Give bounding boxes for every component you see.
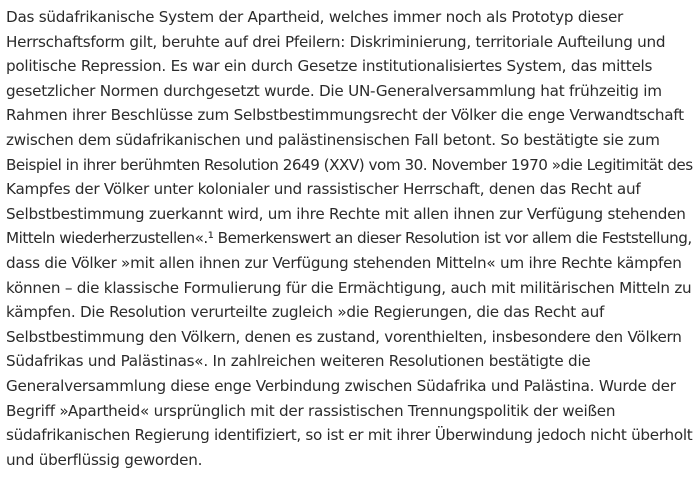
- text-line: Herrschaftsform gilt, beruhte auf drei Pfeilern: Diskriminierung, territoriale Aufteilung und: [6, 32, 666, 51]
- text-line: zwischen dem südafrikanischen und palästinensischen Fall betont. So bestätigte sie zum: [6, 130, 660, 149]
- text-line: kämpfen. Die Resolution verurteilte zugleich »die Regierungen, die das Recht auf: [6, 303, 605, 322]
- text-line: Rahmen ihrer Beschlüsse zum Selbstbestimmungsrecht der Völker die enge Verwandtschaft: [6, 106, 684, 125]
- text-line: Beispiel in ihrer berühmten Resolution 2649 (XXV) vom 30. November 1970 »die Legitimität des: [6, 155, 693, 174]
- text-line: dass die Völker »mit allen ihnen zur Verfügung stehenden Mitteln« um ihre Rechte kämpfen: [6, 253, 682, 272]
- text-line-with-footnote: Mitteln wiederherzustellen«.¹ Bemerkenswert an dieser Resolution ist vor allem die Feststellung,: [6, 229, 692, 248]
- text-line: politische Repression. Es war ein durch Gesetze institutionalisiertes System, das mittels: [6, 57, 653, 76]
- text-line: südafrikanischen Regierung identifiziert, so ist er mit ihrer Überwindung jedoch nicht überholt: [6, 426, 693, 445]
- text-line: können – die klassische Formulierung für die Ermächtigung, auch mit militärischen Mitteln zu: [6, 278, 692, 297]
- text-line: Das südafrikanische System der Apartheid, welches immer noch als Prototyp dieser: [6, 8, 624, 26]
- text-line: Begriff »Apartheid« ursprünglich mit der rassistischen Trennungspolitik der weißen: [6, 401, 616, 420]
- text-line: Südafrikas und Palästinas«. In zahlreichen weiteren Resolutionen bestätigte die: [6, 352, 591, 371]
- text-line: Generalversammlung diese enge Verbindung zwischen Südafrika und Palästina. Wurde der: [6, 376, 676, 395]
- text-line: und überflüssig geworden.: [6, 450, 203, 469]
- text-line: gesetzlicher Normen durchgesetzt wurde. Die UN-Generalversammlung hat frühzeitig im: [6, 81, 662, 100]
- text-line: Selbstbestimmung den Völkern, denen es zustand, vorenthielten, insbesondere den Völkern: [6, 327, 682, 346]
- text-line: Selbstbestimmung zuerkannt wird, um ihre Rechte mit allen ihnen zur Verfügung stehenden: [6, 204, 686, 223]
- text-line: Kampfes der Völker unter kolonialer und rassistischer Herrschaft, denen das Recht auf: [6, 180, 641, 199]
